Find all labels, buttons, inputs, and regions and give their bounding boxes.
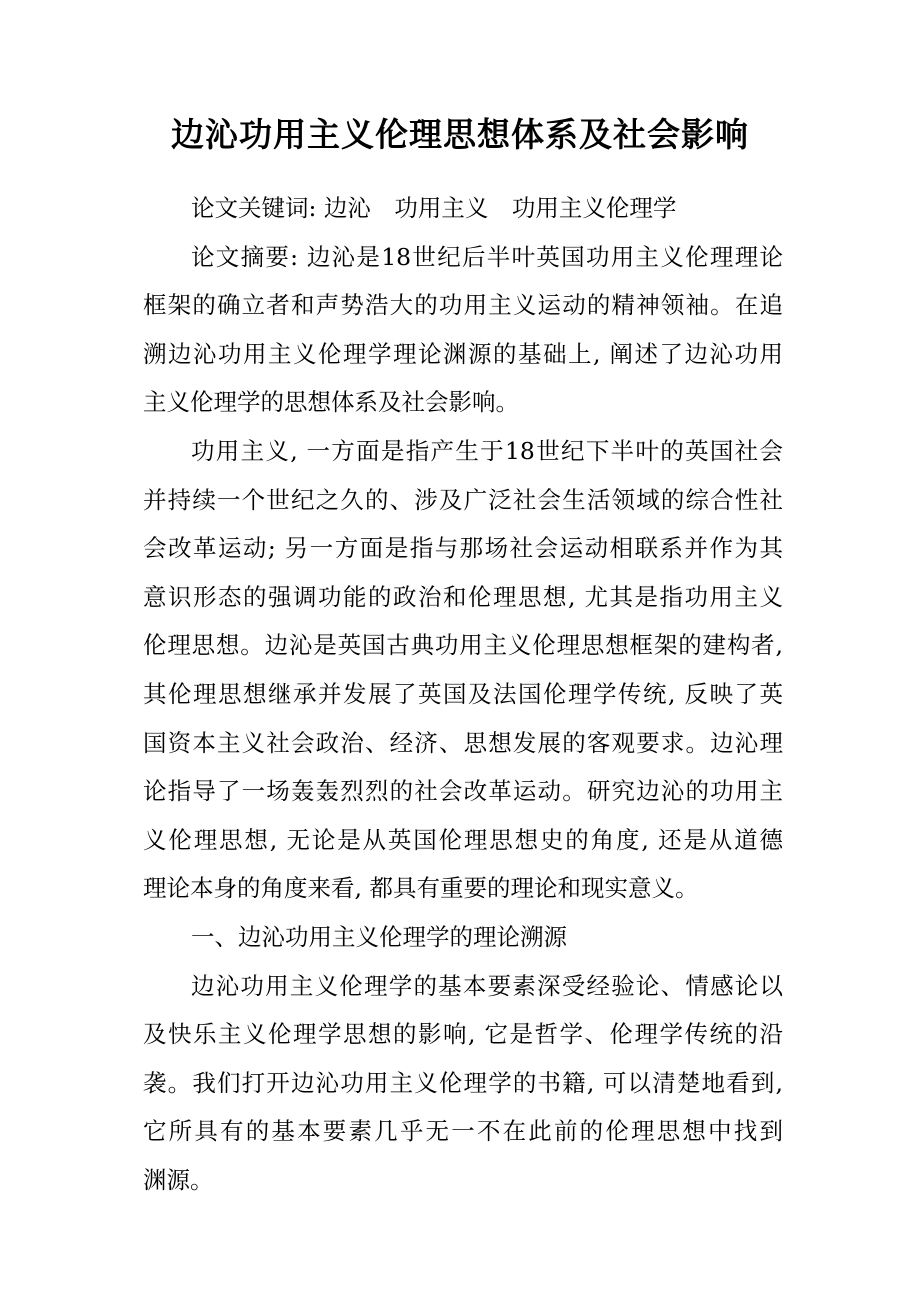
body-paragraph bbox=[143, 962, 783, 1205]
keywords-paragraph bbox=[143, 184, 783, 233]
text-line: 论指导了一场轰轰烈烈的社会改革运动。研究边沁的功用主 bbox=[143, 777, 783, 806]
text-line: 意识形态的强调功能的政治和伦理思想, 尤其是指功用主义 bbox=[143, 582, 783, 611]
abstract-paragraph bbox=[143, 233, 783, 427]
text-line: 理论本身的角度来看, 都具有重要的理论和现实意义。 bbox=[143, 874, 699, 903]
text-line: 国资本主义社会政治、经济、思想发展的客观要求。边沁理 bbox=[143, 728, 783, 757]
text-line: 并持续一个世纪之久的、涉及广泛社会生活领域的综合性社 bbox=[143, 485, 783, 514]
section-heading bbox=[143, 913, 783, 962]
text-line: 其伦理思想继承并发展了英国及法国伦理学传统, 反映了英 bbox=[143, 679, 783, 708]
text-line: 溯边沁功用主义伦理学理论渊源的基础上, 阐述了边沁功用 bbox=[143, 339, 783, 368]
text-line: 它所具有的基本要素几乎无一不在此前的伦理思想中找到 bbox=[143, 1117, 783, 1146]
text-line: 伦理思想。边沁是英国古典功用主义伦理思想框架的建构者, bbox=[143, 631, 783, 660]
text-line: 义伦理思想, 无论是从英国伦理思想史的角度, 还是从道德 bbox=[143, 825, 783, 854]
text-line: 边沁功用主义伦理学的基本要素深受经验论、情感论以 bbox=[191, 971, 783, 1000]
text-line: 论文摘要: 边沁是18世纪后半叶英国功用主义伦理理论 bbox=[191, 242, 783, 271]
document-body bbox=[143, 184, 783, 1204]
text-line: 功用主义, 一方面是指产生于18世纪下半叶的英国社会 bbox=[191, 436, 783, 465]
document-title: 边沁功用主义伦理思想体系及社会影响 bbox=[171, 115, 749, 154]
text-line: 及快乐主义伦理学思想的影响, 它是哲学、伦理学传统的沿 bbox=[143, 1020, 783, 1049]
body-paragraph bbox=[143, 427, 783, 913]
text-line: 袭。我们打开边沁功用主义伦理学的书籍, 可以清楚地看到, bbox=[143, 1068, 783, 1097]
text-line: 一、边沁功用主义伦理学的理论溯源 bbox=[191, 922, 567, 951]
text-line: 渊源。 bbox=[143, 1165, 214, 1194]
text-line: 框架的确立者和声势浩大的功用主义运动的精神领袖。在追 bbox=[143, 291, 783, 320]
text-line: 论文关键词: 边沁 功用主义 功用主义伦理学 bbox=[191, 194, 677, 222]
text-line: 主义伦理学的思想体系及社会影响。 bbox=[143, 388, 519, 417]
text-line: 会改革运动; 另一方面是指与那场社会运动相联系并作为其 bbox=[143, 534, 783, 563]
